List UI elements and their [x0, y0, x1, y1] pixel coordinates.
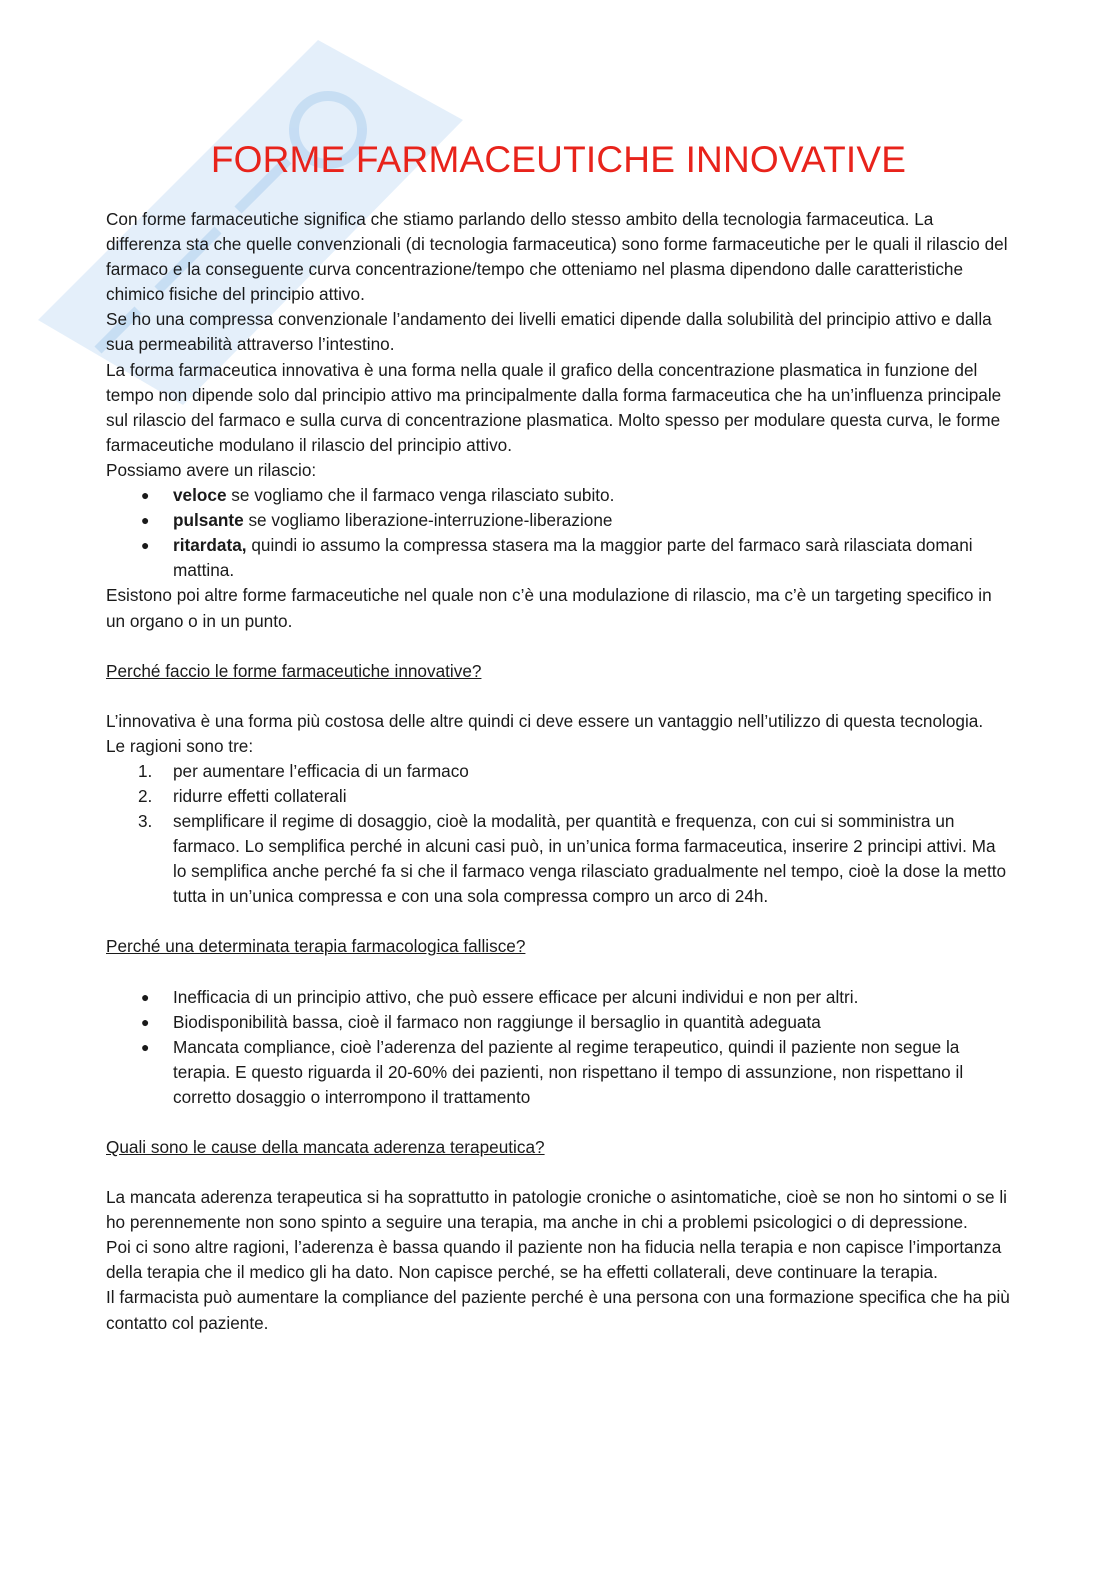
- release-term: pulsante: [173, 510, 244, 531]
- section-heading: Perché faccio le forme farmaceutiche innovative?: [106, 660, 482, 681]
- list-number: 3.: [138, 811, 153, 832]
- release-text: se vogliamo liberazione-interruzione-liberazione: [243, 510, 613, 531]
- document-body: [106, 207, 1011, 1336]
- cause-text: Inefficacia di un principio attivo, che può essere efficace per alcuni individui e non per altri.: [173, 986, 859, 1007]
- list-item: [106, 533, 1011, 583]
- list-item: [106, 809, 1011, 909]
- release-text: se vogliamo che il farmaco venga rilasciato subito.: [226, 485, 615, 506]
- intro-paragraph: Possiamo avere un rilascio:: [106, 459, 317, 480]
- section-heading: Quali sono le cause della mancata aderenza terapeutica?: [106, 1137, 545, 1157]
- section-heading: Perché una determinata terapia farmacologica fallisce?: [106, 936, 526, 957]
- bullet-icon: ●: [141, 1038, 150, 1055]
- targeting-paragraph: Esistono poi altre forme farmaceutiche nel quale non c’è una modulazione di rilascio, ma c’è un targeting specifico in un organo o in un punto.: [106, 585, 992, 631]
- bullet-icon: ●: [141, 1013, 150, 1030]
- reason-text: per aumentare l’efficacia di un farmaco: [173, 760, 469, 781]
- release-term: veloce: [173, 485, 227, 506]
- release-term: ritardata,: [173, 535, 247, 556]
- section-paragraph: L’innovativa è una forma più costosa delle altre quindi ci deve essere un vantaggio nell’utilizzo di questa tecnologia.: [106, 710, 984, 731]
- list-item: [106, 1010, 1011, 1035]
- list-item: [106, 1035, 1011, 1110]
- reasons-list: [106, 759, 1011, 910]
- section-paragraph: Poi ci sono altre ragioni, l’aderenza è bassa quando il paziente non ha fiducia nella terapia e non capisce l’importanza della terapia che il medico gli ha dato. Non capisce perché, se ha effetti collaterali, deve continuare la terapia.: [106, 1237, 1002, 1283]
- reason-text: ridurre effetti collaterali: [173, 785, 347, 806]
- failure-causes-list: [106, 985, 1011, 1110]
- reason-text: semplificare il regime di dosaggio, cioè la modalità, per quantità e frequenza, con cui si somministra un farmaco. Lo semplifica perché in alcuni casi può, in un’unica forma farmaceutica, inserire 2 principi attivi. Ma lo semplifica anche perché fa si che il farmaco venga rilasciato gradualmente nel tempo, cioè la dose la metto tutta in un’unica compressa e con una sola compressa compro un arco di 24h.: [173, 811, 1007, 907]
- list-item: [106, 784, 1011, 809]
- list-item: [106, 483, 1011, 508]
- list-item: [106, 985, 1011, 1010]
- bullet-icon: ●: [141, 487, 150, 504]
- bullet-icon: ●: [141, 537, 150, 554]
- release-types-list: [106, 483, 1011, 583]
- release-text: quindi io assumo la compressa stasera ma la maggior parte del farmaco sarà rilasciata domani mattina.: [173, 535, 973, 581]
- section-paragraph: Il farmacista può aumentare la compliance del paziente perché è una persona con una formazione specifica che ha più contatto col paziente.: [106, 1287, 1010, 1333]
- cause-text: Biodisponibilità bassa, cioè il farmaco non raggiunge il bersaglio in quantità adeguata: [173, 1011, 821, 1032]
- list-number: 1.: [138, 760, 153, 781]
- section-paragraph: La mancata aderenza terapeutica si ha soprattutto in patologie croniche o asintomatiche, cioè se non ho sintomi o se li ho perennemente non sono spinto a seguire una terapia, ma anche in chi a problemi psicologici o di depressione.: [106, 1187, 1007, 1233]
- list-item: [106, 508, 1011, 533]
- intro-paragraph: La forma farmaceutica innovativa è una forma nella quale il grafico della concentrazione plasmatica in funzione del tempo non dipende solo dal principio attivo ma principalmente dalla forma farmaceutica che ha un’influenza principale sul rilascio del farmaco e sulla curva di concentrazione plasmatica. Molto spesso per modulare questa curva, le forme farmaceutiche modulano il rilascio del principio attivo.: [106, 359, 1002, 455]
- section-paragraph: Le ragioni sono tre:: [106, 735, 254, 756]
- bullet-icon: ●: [141, 512, 150, 529]
- intro-paragraph: Con forme farmaceutiche significa che stiamo parlando dello stesso ambito della tecnologia farmaceutica. La differenza sta che quelle convenzionali (di tecnologia farmaceutica) sono forme farmaceutiche per le quali il rilascio del farmaco e la conseguente curva concentrazione/tempo che otteniamo nel plasma dipendono dalle caratteristiche chimico fisiche del principio attivo.: [106, 209, 1008, 305]
- document-title: FORME FARMACEUTICHE INNOVATIVE: [210, 139, 907, 180]
- intro-paragraph: Se ho una compressa convenzionale l’andamento dei livelli ematici dipende dalla solubilità del principio attivo e dalla sua permeabilità attraverso l’intestino.: [106, 309, 992, 355]
- list-number: 2.: [138, 785, 153, 806]
- bullet-icon: ●: [141, 988, 150, 1005]
- list-item: [106, 759, 1011, 784]
- cause-text: Mancata compliance, cioè l’aderenza del paziente al regime terapeutico, quindi il paziente non segue la terapia. E questo riguarda il 20-60% dei pazienti, non rispettano il tempo di assunzione, non rispettano il corretto dosaggio o interrompono il trattamento: [173, 1036, 964, 1107]
